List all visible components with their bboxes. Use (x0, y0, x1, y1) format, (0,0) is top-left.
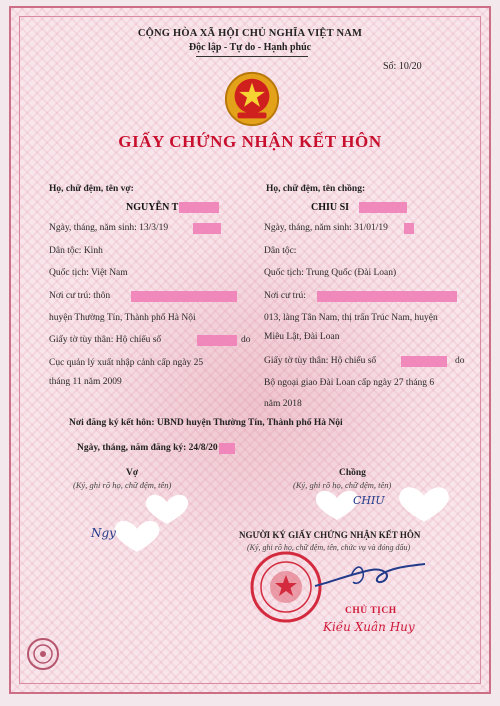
official-signature-stroke-icon (311, 556, 429, 598)
husband-signature-hint: (Ký, ghi rõ họ, chữ đệm, tên) (293, 480, 392, 490)
husband-residence-line1: Nơi cư trú: (264, 291, 306, 301)
wife-id-document: Giấy tờ tùy thân: Hộ chiếu số (49, 335, 162, 345)
husband-signature-label: Chồng (339, 468, 366, 478)
redaction-mark (404, 223, 414, 234)
husband-heading: Họ, chữ đệm, tên chồng: (266, 184, 366, 194)
redaction-mark (317, 291, 457, 302)
heart-icon (109, 518, 165, 554)
husband-dob: Ngày, tháng, năm sinh: 31/01/19 (264, 223, 388, 233)
husband-signature: CHIU (353, 494, 385, 507)
national-emblem-icon (223, 70, 281, 128)
official-heading: NGƯỜI KÝ GIẤY CHỨNG NHẬN KẾT HÔN (239, 530, 421, 540)
redaction-mark (197, 335, 237, 346)
husband-id-suffix: do (455, 356, 465, 366)
wife-dob: Ngày, tháng, năm sinh: 13/3/19 (49, 223, 169, 233)
wife-residence-line1: Nơi cư trú: thôn (49, 291, 111, 301)
motto: Độc lập - Tự do - Hạnh phúc (188, 42, 312, 53)
redaction-mark (193, 223, 221, 234)
husband-residence-line3: Miêu Lật, Đài Loan (264, 332, 340, 342)
redaction-mark (131, 291, 237, 302)
header-underline (196, 56, 308, 57)
wife-signature: Ngy (91, 526, 116, 540)
wife-issuer-line2: tháng 11 năm 2009 (49, 377, 122, 387)
wife-signature-label: Vợ (126, 468, 139, 478)
wife-residence-line2: huyện Thường Tín, Thành phố Hà Nội (49, 313, 196, 323)
official-name: Kiều Xuân Huy (323, 620, 415, 634)
husband-ethnicity: Dân tộc: (264, 246, 297, 256)
certificate-number: Số: 10/20 (383, 61, 422, 72)
redaction-mark (401, 356, 447, 367)
redaction-mark (359, 202, 407, 213)
wife-nationality: Quốc tịch: Việt Nam (49, 268, 128, 278)
country-header: CỘNG HÒA XÃ HỘI CHỦ NGHĨA VIỆT NAM (137, 28, 363, 39)
registration-place: Nơi đăng ký kết hôn: UBND huyện Thường Tín, Thành phố Hà Nội (69, 418, 343, 428)
heart-icon (393, 484, 455, 524)
redaction-mark (219, 443, 235, 454)
husband-name: CHIU SI (311, 202, 350, 213)
marriage-certificate (9, 6, 491, 694)
official-hint: (Ký, ghi rõ họ, chữ đệm, tên, chức vụ và đóng dấu) (247, 543, 411, 552)
corner-ornament-icon (25, 636, 61, 672)
husband-issuer-line1: Bộ ngoại giao Đài Loan cấp ngày 27 tháng 6 (264, 378, 435, 388)
certificate-title: GIẤY CHỨNG NHẬN KẾT HÔN (118, 132, 382, 151)
wife-heading: Họ, chữ đệm, tên vợ: (49, 184, 134, 194)
husband-issuer-line2: năm 2018 (264, 399, 302, 409)
wife-issuer-line1: Cục quản lý xuất nhập cảnh cấp ngày 25 (49, 358, 204, 368)
wife-name: NGUYỄN T (126, 202, 179, 213)
official-title: CHỦ TỊCH (345, 606, 397, 616)
registration-date: Ngày, tháng, năm đăng ký: 24/8/20 (77, 443, 218, 453)
wife-signature-hint: (Ký, ghi rõ họ, chữ đệm, tên) (73, 480, 172, 490)
redaction-mark (179, 202, 219, 213)
wife-id-suffix: do (241, 335, 251, 345)
husband-id-document: Giấy tờ tùy thân: Hộ chiếu số (264, 356, 377, 366)
husband-residence-line2: 013, làng Tân Nam, thị trấn Trúc Nam, huyện (264, 313, 438, 323)
wife-ethnicity: Dân tộc: Kinh (49, 246, 103, 256)
husband-nationality: Quốc tịch: Trung Quốc (Đài Loan) (264, 268, 397, 278)
